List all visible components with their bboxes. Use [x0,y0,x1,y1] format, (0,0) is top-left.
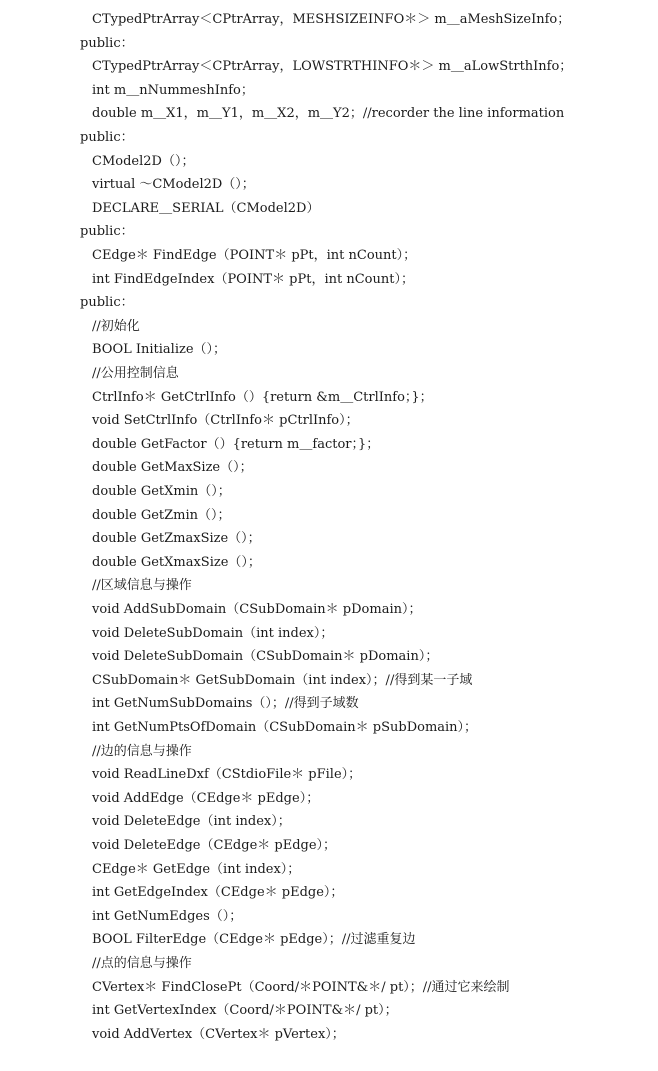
code-line: //区域信息与操作 [92,578,192,594]
code-line: double GetZmaxSize（）； [92,531,261,547]
code-line: void DeleteEdge（int index）； [92,814,291,830]
code-line: CModel2D（）； [92,153,195,169]
code-line: CTypedPtrArray＜CPtrArray，LOWSTRTHINFO＊＞ m＿aLowStrthInfo； [92,59,573,75]
code-line: void DeleteEdge（CEdge＊ pEdge）； [92,838,337,853]
code-line: void ReadLineDxf（CStdioFile＊ pFile）； [92,767,362,783]
code-line: virtual ～CModel2D（）； [92,177,255,193]
code-line: public： [80,130,134,145]
code-line: //初始化 [92,318,140,334]
code-line: double GetZmin（）； [92,507,231,523]
code-line: double GetXmaxSize（）； [92,554,261,570]
code-line: void AddEdge（CEdge＊ pEdge）； [92,790,320,806]
code-line: void DeleteSubDomain（CSubDomain＊ pDomain）； [92,649,439,665]
code-line: int GetEdgeIndex（CEdge＊ pEdge）； [92,885,344,901]
code-line: int m＿nNummeshInfo； [92,82,254,98]
code-line: //点的信息与操作 [92,956,192,971]
code-line: double m＿X1，m＿Y1，m＿X2，m＿Y2；//recorder the line information [92,106,565,122]
code-line: int GetNumPtsOfDomain（CSubDomain＊ pSubDomain）； [92,720,478,735]
code-line: void DeleteSubDomain（int index）； [92,625,334,641]
code-line: int GetNumSubDomains（）；//得到子域数 [92,696,359,712]
code-line: void AddVertex（CVertex＊ pVertex）； [92,1026,345,1042]
code-line: double GetMaxSize（）； [92,460,253,476]
code-line: void AddSubDomain（CSubDomain＊ pDomain）； [92,602,422,617]
code-line: public： [80,224,134,240]
code-line: DECLARE＿SERIAL（CModel2D） [92,200,320,216]
code-line: BOOL FilterEdge（CEdge＊ pEdge）；//过滤重复边 [92,932,416,948]
code-line: public： [80,35,134,51]
code-line: double GetXmin（）； [92,484,231,499]
code-line: CtrlInfo＊ GetCtrlInfo（）{return &m＿CtrlInfo；}； [92,389,433,405]
code-line: //公用控制信息 [92,366,179,381]
code-line: //边的信息与操作 [92,743,192,759]
code-line: int GetVertexIndex（Coord/＊POINT&＊/ pt）； [92,1003,398,1019]
code-line: public： [80,295,134,311]
code-line: CEdge＊ GetEdge（int index）； [92,861,301,877]
code-line: int GetNumEdges（）； [92,908,243,924]
code-line: double GetFactor（）{return m＿factor；}； [92,436,380,452]
code-line: void SetCtrlInfo（CtrlInfo＊ pCtrlInfo）； [92,413,359,429]
code-line: int FindEdgeIndex（POINT＊ pPt，int nCount）； [92,271,414,287]
code-line: CVertex＊ FindClosePt（Coord/＊POINT&＊/ pt）；//通过它来绘制 [92,979,510,995]
code-line: CEdge＊ FindEdge（POINT＊ pPt，int nCount）； [92,248,417,263]
code-line: CTypedPtrArray＜CPtrArray，MESHSIZEINFO＊＞ m＿aMeshSizeInfo； [92,12,571,27]
code-line: BOOL Initialize（）； [92,342,227,358]
code-line: CSubDomain＊ GetSubDomain（int index）；//得到某一子域 [92,672,473,688]
